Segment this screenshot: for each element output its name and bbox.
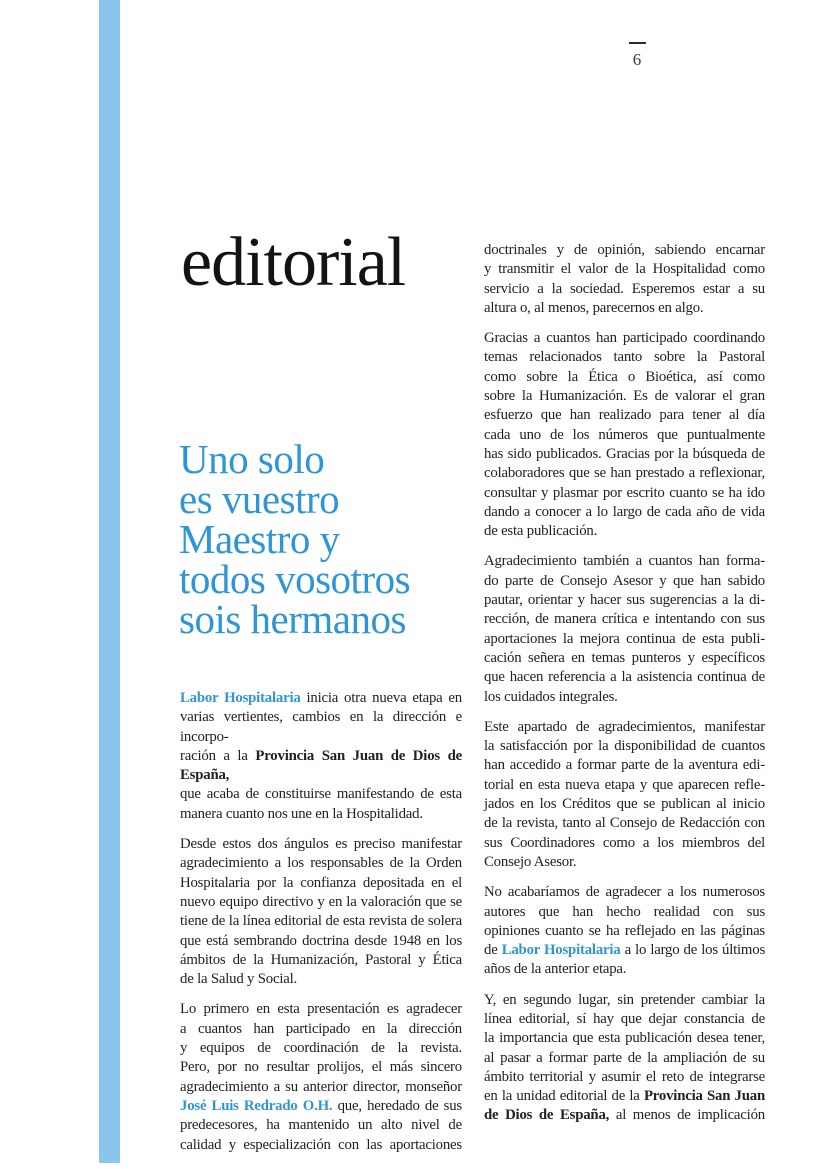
text-line [484,552,765,571]
text-line [180,1039,462,1058]
headline-line: todos vosotros [179,556,411,602]
text-line [484,941,765,960]
text-line [484,688,765,707]
text-segment: tiene de la línea editorial de esta revista de solera [180,913,462,930]
text-line [484,610,765,629]
text-line [484,776,765,795]
text-segment: do parte de Consejo Asesor y que han sabido [484,572,765,589]
text-line [180,951,462,970]
text-segment: altura o, al menos, parecernos en algo. [484,299,704,316]
column-right [484,241,765,1126]
text-segment: torial en esta nueva etapa y que aparecen refle- [484,776,765,793]
text-segment: Desde estos dos ángulos es preciso manifestar [180,836,462,853]
paragraph [484,718,765,872]
text-line [484,756,765,775]
text-line [180,1078,462,1097]
page-number: 6 [632,50,642,69]
text-segment: calidad y especialización con las aportaciones [180,1136,462,1153]
paragraph [180,1000,462,1154]
text-segment: y transmitir el valor de la Hospitalidad como [484,261,765,278]
paragraph [484,883,765,979]
text-line [484,1068,765,1087]
text-segment: cación señera en temas punteros y específicos [484,649,765,666]
text-line [484,883,765,902]
text-line [484,260,765,279]
text-segment: en la unidad editorial de la [484,1088,644,1105]
text-segment: manera cuanto nos une en la Hospitalidad. [180,805,423,822]
text-line [484,406,765,425]
paragraph [484,241,765,318]
text-line [484,960,765,979]
text-segment: Agradecimiento también a cuantos han forma- [484,553,765,570]
text-segment: sobre la Humanización. Es de valorar el gran [484,388,765,405]
text-segment: que acaba de constituirse manifestando de esta [180,786,462,803]
text-segment: que, heredado de sus [332,1097,462,1114]
text-segment: varias vertientes, cambios en la dirección e incorpo- [180,709,462,745]
paragraph [484,552,765,706]
text-segment: esfuerzo que han realizado para tener al día [484,407,765,424]
text-line [180,747,462,786]
text-segment: la satisfacción por la disponibilidad de cuantos [484,738,765,755]
text-segment: temas relacionados tanto sobre la Pastoral [484,349,765,366]
text-segment: de esta publicación. [484,523,598,540]
text-line [180,893,462,912]
text-segment: y equipos de coordinación de la revista. [180,1040,462,1057]
page-number-block [628,42,646,68]
headline-line: sois hermanos [179,596,406,642]
paragraph [484,991,765,1126]
paragraph [180,835,462,989]
text-line [484,387,765,406]
text-line [484,795,765,814]
text-segment: ámbito territorial y asumir el reto de integrarse [484,1068,765,1085]
text-segment: los cuidados integrales. [484,688,618,705]
text-segment: colaboradores que se han prestado a reflexionar, [484,465,765,482]
text-line [180,708,462,747]
text-segment: jados en los Créditos que se publican al inicio [484,796,765,813]
text-segment: opiniones cuanto se ha reflejado en las páginas [484,922,765,939]
text-segment: Lo primero en esta presentación es agradecer [180,1001,462,1018]
text-segment: agradecimiento a su anterior director, monseñor [180,1078,462,1095]
text-segment: autores que han hecho realidad con sus [484,903,765,920]
text-segment: Y, en segundo lugar, sin pretender cambiar la [484,991,765,1008]
text-line [484,903,765,922]
text-line [180,1020,462,1039]
headline-line: es vuestro [179,476,340,522]
text-segment: Gracias a cuantos han participado coordinando [484,330,765,347]
text-segment: ración a la [180,747,256,764]
text-line [484,348,765,367]
left-accent-stripe [99,0,120,1163]
text-segment: de [484,942,502,959]
page-number-rule [629,42,646,44]
text-segment: Este apartado de agradecimientos, manifestar [484,718,765,735]
text-segment: nuevo equipo directivo y en la valoración que se [180,893,462,910]
text-line [484,1049,765,1068]
text-line [484,922,765,941]
text-segment: has sido publicados. Gracias por la búsqueda de [484,445,765,462]
text-line [180,1058,462,1077]
text-segment: inicia otra nueva etapa en [300,690,462,706]
headline [179,436,411,642]
text-segment: doctrinales y de opinión, sabiendo encarnar [484,242,765,258]
text-segment: Pero, por no resultar prolijos, el más sincero [180,1059,462,1076]
text-segment: consultar y plasmar por escrito cuanto se ha ido [484,484,765,501]
text-segment: predecesores, ha mantenido un alto nivel de [180,1117,462,1134]
text-line [180,854,462,873]
text-line [484,368,765,387]
column-left [180,689,462,1155]
text-line [484,1010,765,1029]
text-line [484,649,765,668]
text-line [484,280,765,299]
text-line [484,445,765,464]
text-segment: de la revista, tanto al Consejo de Redacción con [484,815,765,832]
text-segment: a cuantos han participado en la dirección [180,1020,462,1037]
text-line [484,834,765,853]
text-segment: a lo largo de los últimos [620,942,765,959]
text-line [180,1136,462,1155]
accent-text: José Luis Redrado O.H. [180,1097,333,1114]
text-line [484,484,765,503]
text-segment: Hospitalaria por la confianza depositada en el [180,874,462,891]
text-line [180,1116,462,1135]
text-segment: sus Coordinadores como a los miembros del [484,834,765,851]
text-line [484,853,765,872]
accent-text: Labor Hospitalaria [501,942,621,959]
text-line [180,874,462,893]
text-line [180,835,462,854]
text-line [484,718,765,737]
text-segment: como sobre la Ética o Bioética, así como [484,368,765,385]
text-segment: han accedido a formar parte de la aventura edi- [484,757,765,774]
text-segment: años de la anterior etapa. [484,961,627,978]
text-line [180,932,462,951]
text-segment: agradecimiento a los responsables de la Orden [180,855,462,872]
paragraph [180,689,462,824]
text-line [484,522,765,541]
text-segment: al pasar a formar parte de la ampliación de su [484,1049,765,1066]
text-segment: rección, de manera crítica e intentando con sus [484,611,765,628]
text-line [484,241,765,260]
text-line [484,668,765,687]
text-segment: ámbitos de la Humanización, Pastoral y Ética [180,951,462,968]
text-segment: cada uno de los números que puntualmente [484,426,765,443]
bold-text: Provincia San Juan [643,1088,765,1105]
text-segment: aportaciones la mejora continua de esta publi- [484,630,765,647]
text-line [180,805,462,824]
text-segment: pautar, orientar y hacer sus sugerencias a la di- [484,592,765,609]
text-line [484,1029,765,1048]
text-segment: No acabaríamos de agradecer a los numerosos [484,884,765,901]
paragraph [484,329,765,541]
text-line [484,1087,765,1106]
text-line [484,426,765,445]
text-line [484,591,765,610]
text-segment: línea editorial, sí hay que dejar constancia de [484,1010,765,1027]
text-line [180,1000,462,1019]
text-segment: que está sembrando doctrina desde 1948 en los [180,932,462,949]
text-line [484,630,765,649]
text-line [484,503,765,522]
text-segment: la importancia que esta publicación desea tener, [484,1030,765,1047]
text-line [484,572,765,591]
accent-text: Labor Hospitalaria [180,690,301,706]
text-line [180,689,462,708]
text-segment: dando a conocer a lo largo de cada año de vida [484,503,765,520]
text-line [484,464,765,483]
section-title: editorial [181,224,406,301]
text-line [180,912,462,931]
headline-line: Maestro y [179,516,340,562]
text-line [484,329,765,348]
text-line [484,737,765,756]
text-segment: de la Salud y Social. [180,971,298,988]
text-segment: al menos de implicación [609,1107,765,1124]
text-line [484,991,765,1010]
text-segment: servicio a la sociedad. Esperemos estar a su [484,280,765,297]
headline-line: Uno solo [179,436,325,482]
text-segment: Consejo Asesor. [484,853,577,870]
text-line [180,785,462,804]
bold-text: Provincia San Juan de Dios de España, [180,747,462,784]
text-line [180,1097,462,1116]
text-line [180,970,462,989]
text-segment: que hacen referencia a la asistencia continua de [484,669,765,686]
bold-text: de Dios de España, [484,1107,610,1124]
text-line [484,1106,765,1125]
text-line [484,299,765,318]
text-line [484,814,765,833]
